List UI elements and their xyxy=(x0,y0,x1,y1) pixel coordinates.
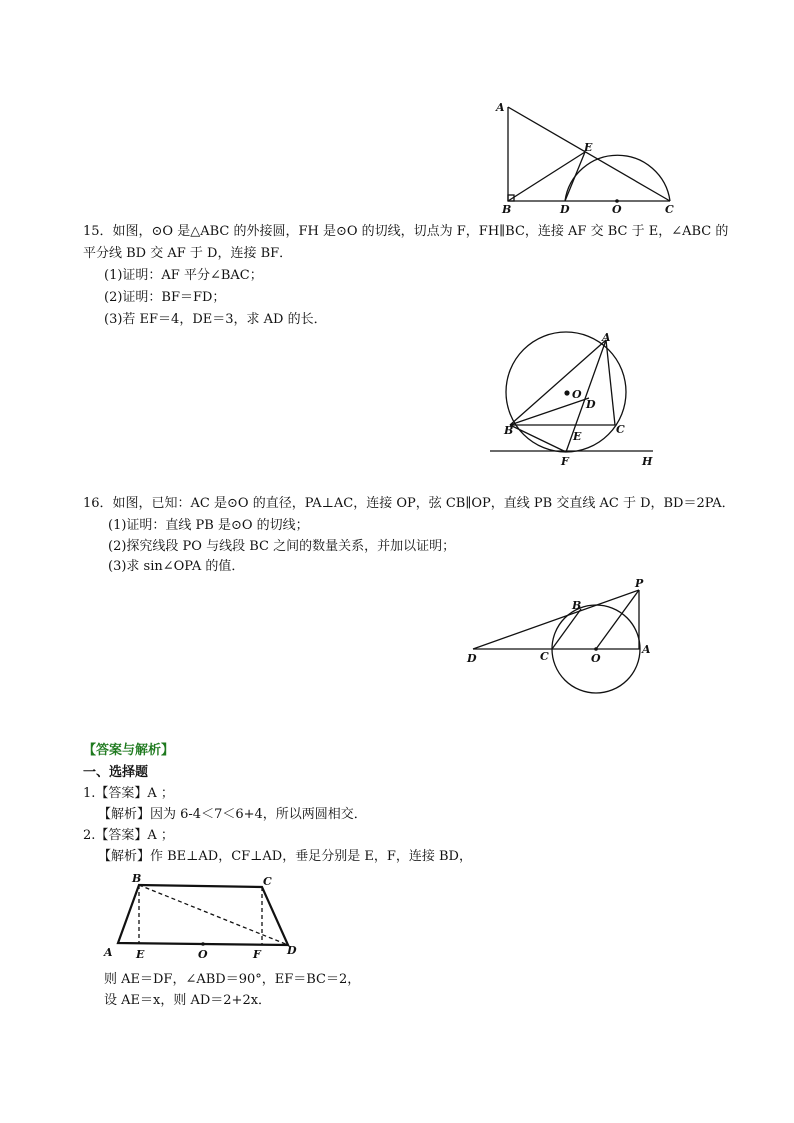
label-f: F xyxy=(561,455,569,468)
label-e: E xyxy=(584,141,593,154)
label-f: F xyxy=(253,948,261,961)
label-p: P xyxy=(635,577,644,590)
figure-trapezoid xyxy=(100,870,310,965)
label-a: A xyxy=(642,643,651,656)
label-e: E xyxy=(573,430,582,443)
point-o xyxy=(564,390,569,395)
label-c: C xyxy=(540,650,549,663)
label-c: C xyxy=(616,423,625,436)
problem15-q1: (1)证明：AF 平分∠BAC； xyxy=(104,268,263,283)
segment-bf xyxy=(510,425,566,452)
answer2-analysis: 【解析】作 BE⊥AD，CF⊥AD，垂足分别是 E，F，连接 BD， xyxy=(98,849,472,864)
problem16-q2: (2)探究线段 PO 与线段 BC 之间的数量关系，并加以证明； xyxy=(108,539,456,554)
label-d: D xyxy=(560,203,570,216)
label-d: D xyxy=(287,944,297,957)
segment-ba xyxy=(510,340,606,425)
segment-ac xyxy=(508,107,670,201)
answers-section1: 一、选择题 xyxy=(83,765,149,780)
segment-be xyxy=(508,152,585,201)
answer2-line3: 则 AE＝DF，∠ABD＝90°，EF＝BC＝2， xyxy=(104,972,361,987)
label-o: O xyxy=(198,948,208,961)
label-b: B xyxy=(132,872,142,885)
problem16-q1: (1)证明：直线 PB 是⊙O 的切线； xyxy=(108,518,309,533)
line-dp xyxy=(473,590,639,649)
point-o xyxy=(201,942,205,946)
answers-header: 【答案与解析】 xyxy=(83,743,175,758)
answer2-answer: 2.【答案】A ； xyxy=(83,828,174,843)
label-b: B xyxy=(572,599,582,612)
label-e: E xyxy=(136,948,145,961)
problem16-stem: 16．如图，已知：AC 是⊙O 的直径，PA⊥AC，连接 OP，弦 CB∥OP，直线 PB 交直线 AC 于 D，BD＝2PA． xyxy=(83,496,735,511)
figure-15 xyxy=(488,330,668,470)
label-a: A xyxy=(104,946,113,959)
problem15-q2: (2)证明：BF＝FD； xyxy=(104,290,226,305)
problem15-stem-line1: 15．如图，⊙O 是△ABC 的外接圆，FH 是⊙O 的切线，切点为 F，FH∥BC，连接 AF 交 BC 于 E，∠ABC 的 xyxy=(83,224,729,239)
label-o: O xyxy=(572,388,582,401)
label-h: H xyxy=(642,455,653,468)
answer1-answer: 1.【答案】A ； xyxy=(83,786,174,801)
label-o: O xyxy=(591,652,601,665)
answer1-analysis: 【解析】因为 6-4＜7＜6+4，所以两圆相交． xyxy=(98,807,367,822)
problem15-stem-line2: 平分线 BD 交 AF 于 D，连接 BF． xyxy=(83,246,293,261)
point-o xyxy=(594,647,598,651)
label-d: D xyxy=(586,398,596,411)
label-c: C xyxy=(665,203,674,216)
label-a: A xyxy=(496,101,505,114)
label-o: O xyxy=(612,203,622,216)
answer2-line4: 设 AE＝x，则 AD＝2+2x． xyxy=(104,993,272,1008)
segment-ac xyxy=(606,340,615,425)
label-b: B xyxy=(502,203,512,216)
problem16-q3: (3)求 sin∠OPA 的值． xyxy=(108,559,245,574)
figure-16 xyxy=(465,578,665,698)
problem15-q3: (3)若 EF＝4，DE＝3，求 AD 的长． xyxy=(104,312,327,327)
segment-op xyxy=(596,590,639,649)
figure-top xyxy=(490,95,690,220)
label-c: C xyxy=(263,875,272,888)
label-b: B xyxy=(504,424,514,437)
label-d: D xyxy=(467,652,477,665)
label-a: A xyxy=(602,331,611,344)
